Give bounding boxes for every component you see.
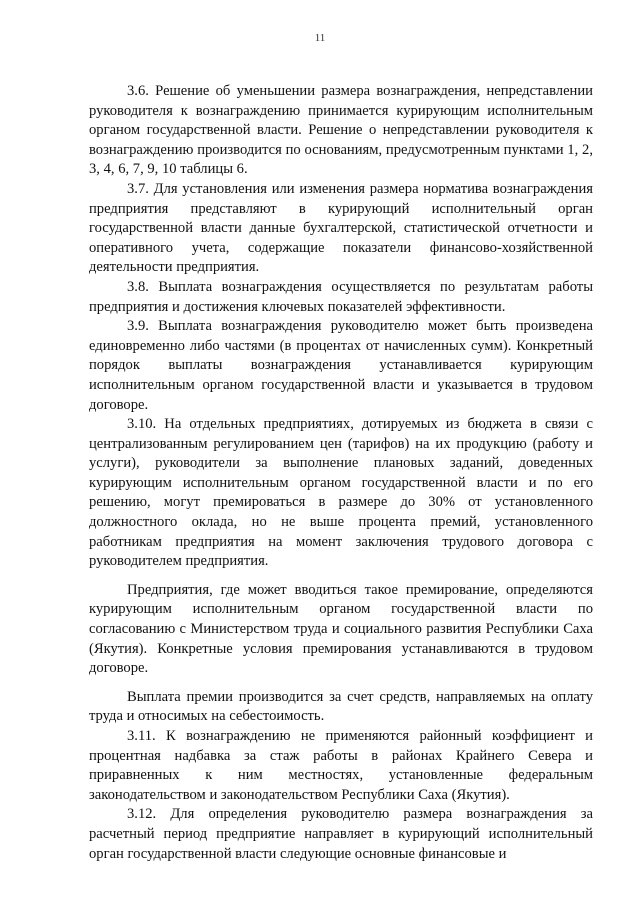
- paragraph-3-7: 3.7. Для установления или изменения размера норматива вознаграждения предприятия представляют в курирующий исполнительный орган государственной власти данные бухгалтерской, статистической отчетности и оперативного учета, содержащие показатели финансово-хозяйственной деятельности предприятия.: [89, 180, 593, 276]
- paragraph-3-9: 3.9. Выплата вознаграждения руководителю может быть произведена единовременно либо частями (в процентах от начисленных сумм). Конкретный порядок выплаты вознаграждения устанавливается курирующим исполнительным органом государственной власти и указывается в трудовом договоре.: [89, 318, 593, 413]
- paragraph-3-12: 3.12. Для определения руководителю размера вознаграждения за расчетный период предприятие направляет в курирующий исполнительный орган государственной власти следующие основные финансовые и: [89, 806, 593, 862]
- page-number: 11: [314, 32, 326, 44]
- paragraph-3-11: 3.11. К вознаграждению не применяются районный коэффициент и процентная надбавка за стаж работы в районах Крайнего Севера и приравненных к ним местностях, установленные федеральным законодательством и законодательством Республики Саха (Якутия).: [89, 728, 593, 803]
- paragraph-premium-enterprises: Предприятия, где может вводиться такое премирование, определяются курирующим исполнительным органом государственной власти по согласованию с Министерством труда и социального развития Республики Саха (Якутия). Конкретные условия премирования устанавливаются в трудовом договоре.: [89, 581, 593, 677]
- paragraph-3-8: 3.8. Выплата вознаграждения осуществляется по результатам работы предприятия и достижения ключевых показателей эффективности.: [89, 278, 593, 315]
- paragraph-premium-payment: Выплата премии производится за счет средств, направляемых на оплату труда и относимых на себестоимость.: [89, 688, 593, 725]
- paragraph-3-10: 3.10. На отдельных предприятиях, дотируемых из бюджета в связи с централизованным регулированием цен (тарифов) на их продукцию (работу и услуги), руководители за выполнение плановых заданий, доведенных курирующим исполнительным органом государственной власти и по его решению, могут премироваться в размере до 30% от установленного должностного оклада, но не выше процента премий, установленного работникам предприятия на момент заключения трудового договора с руководителем предприятия.: [89, 416, 593, 570]
- document-body: [89, 82, 593, 864]
- paragraph-3-6: 3.6. Решение об уменьшении размера вознаграждения, непредставлении руководителя к вознаграждению принимается курирующим исполнительным органом государственной власти. Решение о непредставлении руководителя к вознаграждению производится по основаниям, предусмотренным пунктами 1, 2, 3, 4, 6, 7, 9, 10 таблицы 6.: [89, 83, 593, 178]
